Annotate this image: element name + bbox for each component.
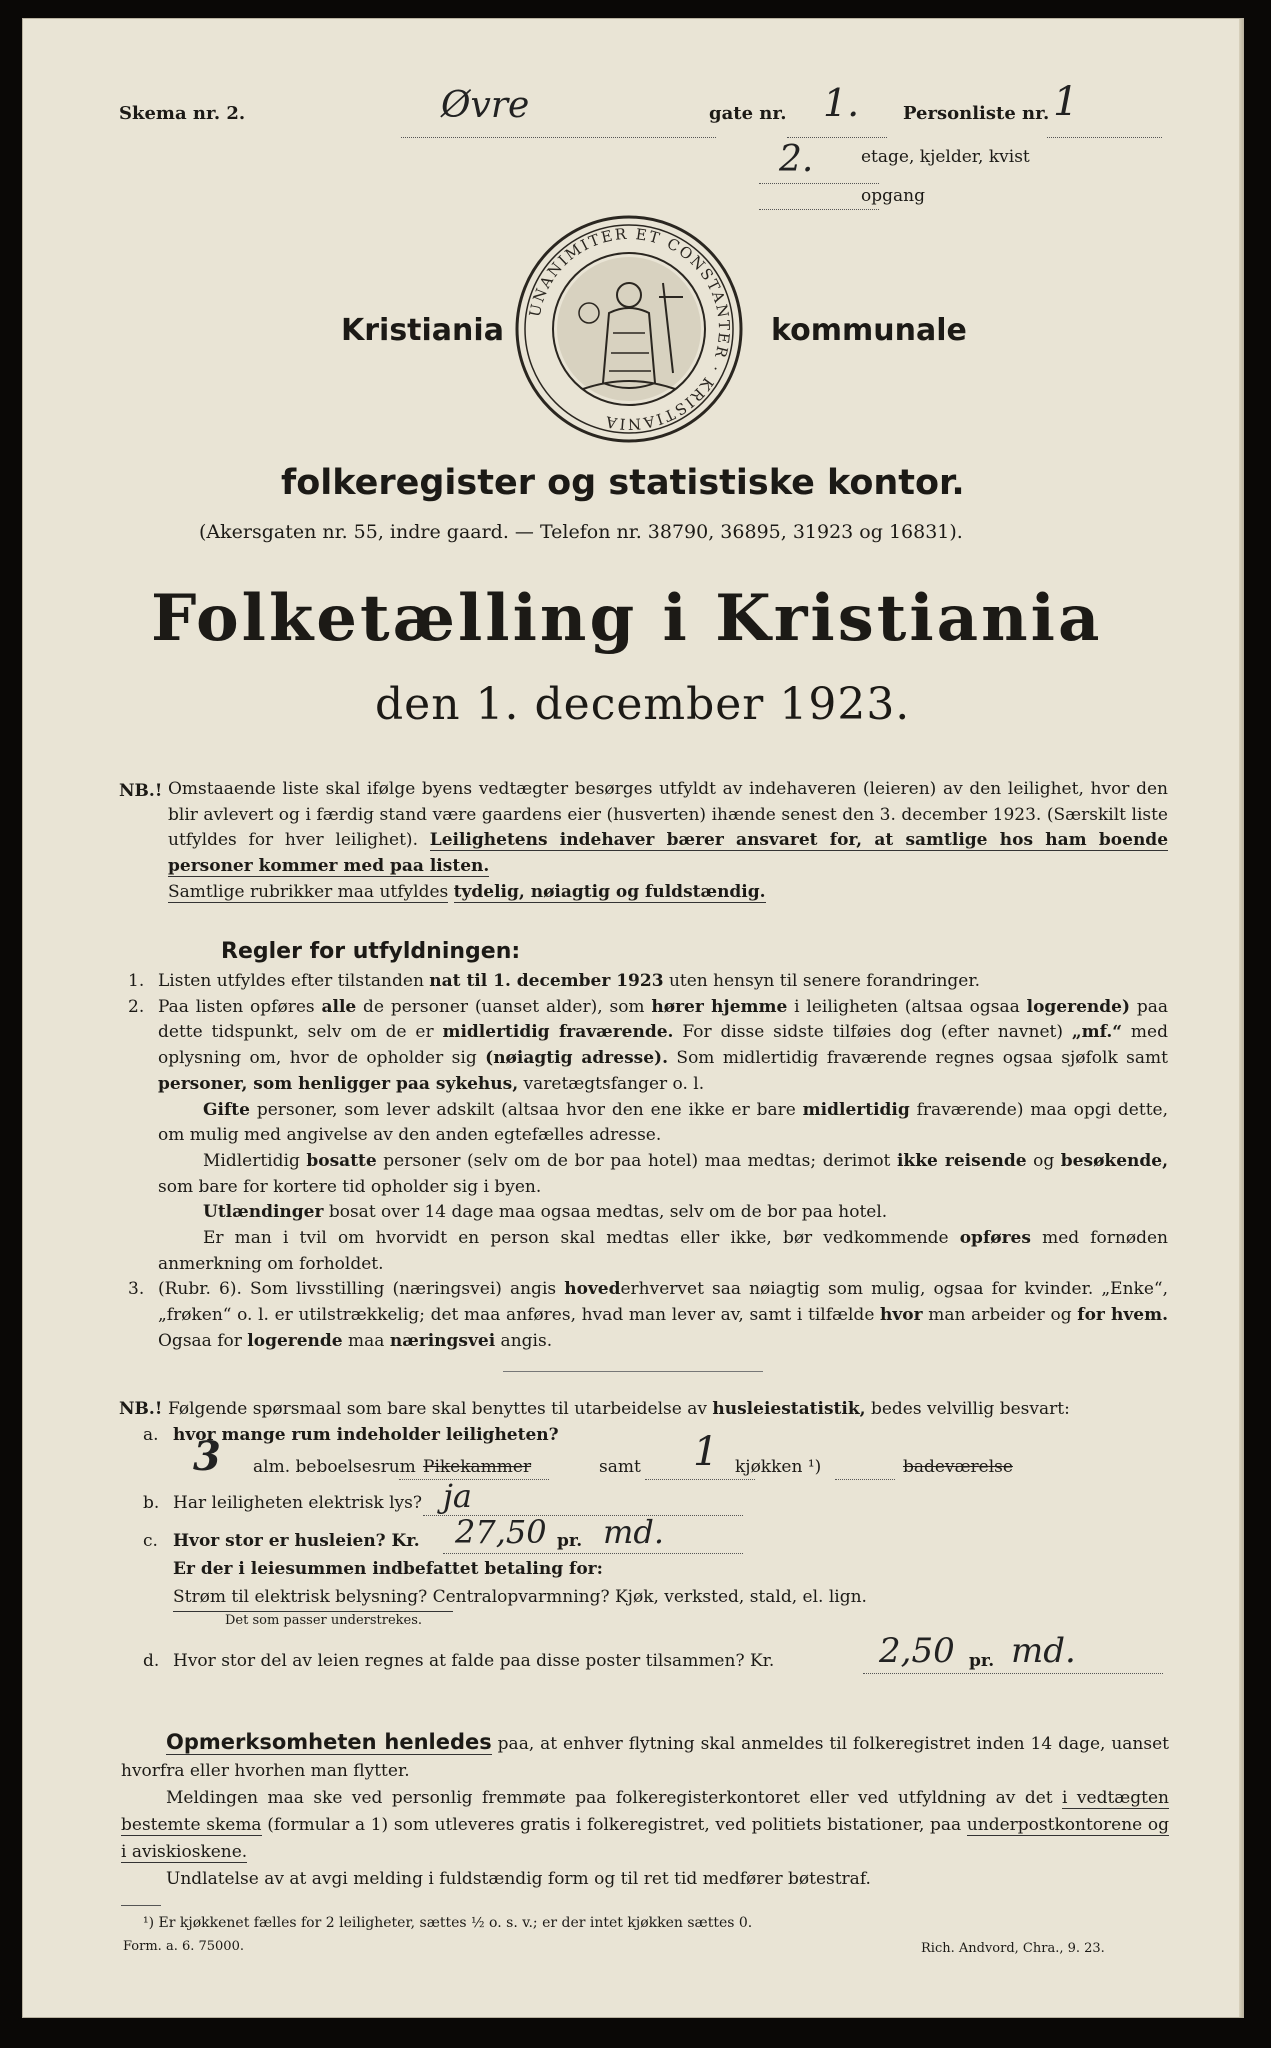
question-c: Hvor stor er husleien? Kr. (173, 1531, 420, 1551)
street-name-handwritten: Øvre (441, 85, 530, 126)
form-number: Form. a. 6. 75000. (123, 1939, 244, 1954)
nb-responsibility-note: Leilighetens indehaver bærer ansvaret for, at samtlige hos ham boende personer kommer med paa listen. (168, 830, 1169, 877)
floor-handwritten: 2. (779, 139, 814, 180)
kommunale-label: kommunale (771, 313, 967, 348)
rule-2: Paa listen opføres alle de personer (uanset alder), som hører hjemme i leiligheten (altsaa ogsaa logerende) paa dette tidspunkt, selv om de er midlertidig fraværende. For disse sidste tilføies dog (efter navnet) „mf.“ med oplysning om, hvor de opholder sig (nøiagtig adresse). Som midlertidig fraværende regnes ogsaa sjøfolk samt personer, som henligger paa sykehus, varetægtsfanger o. l. (158, 996, 1169, 1094)
rules-heading: Regler for utfyldningen: (221, 939, 521, 964)
rule-2-married: Gifte personer, som lever adskilt (altsaa hvor den ene ikke er bare midlertidig fraværende) maa opgi dette, om mulig med angivelse av den anden egtefælles adresse. (158, 1099, 1168, 1146)
census-date: den 1. december 1923. (375, 679, 911, 730)
rule-1: Listen utfyldes efter tilstanden nat til 1. december 1923 uten hensyn til senere forandringer. (158, 971, 981, 991)
city-seal-icon (513, 213, 745, 445)
nb-label-2: NB.! (119, 1399, 163, 1419)
rule-2-doubt: Er man i tvil om hvorvidt en person skal medtas eller ikke, bør vedkommende opføres med fornøden anmerkning om forholdet. (158, 1228, 1168, 1274)
rule-2-residents: Midlertidig bosatte personer (selv om de bor paa hotel) maa medtas; derimot ikke reisende og besøkende, som bare for kortere tid opholder sig i byen. (158, 1150, 1168, 1197)
personliste-number-handwritten: 1 (1053, 79, 1079, 125)
question-d: Hvor stor del av leien regnes at falde paa disse poster tilsammen? Kr. (173, 1651, 775, 1671)
strom-underline (173, 1611, 453, 1612)
nb-paragraph-1: Omstaaende liste skal ifølge byens vedtægter besørges utfyldt av indehaveren (leieren) av den leilighet, hvor den blir avlevert og i færdig stand være gaardens eier (husverten) ihænde senest den 3. december 1923. (Særskilt liste utfyldes for hver leilighet). Leilighetens indehaver bærer ansvaret for, at samtlige hos ham boende personer kommer med paa listen. Samtlige rubrikker maa utfyldes tydelig, nøiagtig og fuldstændig. (168, 779, 1169, 902)
opgang-label: opgang (861, 186, 925, 206)
bath-struck: badeværelse (903, 1457, 1013, 1477)
question-b: Har leiligheten elektrisk lys? (173, 1493, 422, 1513)
nb-paragraph-2: Følgende spørsmaal som bare skal benyttes til utarbeidelse av husleiestatistik, bedes velvillig besvart: (168, 1399, 1070, 1419)
gate-number-handwritten: 1. (823, 81, 860, 125)
rent-unit-handwritten: md. (603, 1513, 664, 1551)
electric-handwritten: ja (443, 1477, 472, 1515)
question-c-sub: Er der i leiesummen indbefattet betaling for: (173, 1559, 603, 1579)
share-handwritten: 2,50 (879, 1631, 955, 1671)
rule-2-foreigners: Utlændinger bosat over 14 dage maa ogsaa medtas, selv om de bor paa hotel. (203, 1202, 888, 1223)
personliste-label: Personliste nr. (903, 103, 1050, 124)
footnote: ¹) Er kjøkkenet fælles for 2 leiligheter, sættes ½ o. s. v.; er der intet kjøkken sættes 0. (143, 1915, 753, 1931)
kitchen-handwritten: 1 (693, 1429, 719, 1475)
nb-label-1: NB.! (119, 781, 163, 801)
svg-text:UNANIMITER ET CONSTANTER · KRI: UNANIMITER ET CONSTANTER · KRISTIANIA (525, 224, 734, 434)
kristiania-label: Kristiania (341, 313, 504, 348)
included-items: Strøm til elektrisk belysning? Centralopvarmning? Kjøk, verksted, stald, el. lign. (173, 1587, 867, 1607)
office-address: (Akersgaten nr. 55, indre gaard. — Telefon nr. 38790, 36895, 31923 og 16831). (199, 521, 963, 543)
share-unit-handwritten: md. (1011, 1631, 1076, 1671)
skema-label: Skema nr. 2. (119, 103, 246, 124)
office-name: folkeregister og statistiske kontor. (281, 463, 965, 503)
census-form-page: Skema nr. 2. Øvre gate nr. 1. Personliste nr. 1 2. etage, kjelder, kvist opgang Kristiania kommunale UNANIMITER ET CONSTANTER · KRISTIANIA folkeregister og statistiske kontor. (Akersgaten nr. 55, indre gaard. — Telefon nr. 38790, 36895, 31923 og 16831). Folketælling i Kristiania den 1. december 1923. NB.! Omstaaende liste skal ifølge byens vedtægter besørges utfyldt av indehaveren (leieren) av den leilighet, hvor den blir avlevert og i færdig stand være gaardens eier (husverten) ihænde senest den 3. december 1923. (Særskilt liste utfyldes for hver leilighet). Leilighetens indehaver bærer ansvaret for, at samtlige hos ham boende personer kommer med paa listen. Samtlige rubrikker maa utfyldes tydelig, nøiagtig og fuldstændig. Regler for utfyldningen: 1. Listen utfyldes efter tilstanden nat til 1. december 1923 uten hensyn til senere forandringer. 2. Paa listen opføres alle de personer (uanset alder), som hører hjemme i leiligheten (altsaa ogsaa logerende) paa dette tidspunkt, selv om de er midlertidig fraværende. For disse sidste tilføies dog (efter navnet) „mf.“ med oplysning om, hvor de opholder sig (nøiagtig adresse). Som midlertidig fraværende regnes ogsaa sjøfolk samt personer, som henligger paa sykehus, varetægtsfanger o. l. Gifte personer, som lever adskilt (altsaa hvor den ene ikke er bare midlertidig fraværende) maa opgi dette, om mulig med angivelse av den anden egtefælles adresse. Midlertidig bosatte personer (selv om de bor paa hotel) maa medtas; derimot ikke reisende og besøkende, som bare for kortere tid opholder sig i byen. Utlændinger bosat over 14 dage maa ogsaa medtas, selv om de bor paa hotel. Er man i tvil om hvorvidt en person skal medtas eller ikke, bør vedkommende opføres med fornøden anmerkning om forholdet. 3. (Rubr. 6). Som livsstilling (næringsvei) angis hovederhvervet saa nøiagtig som mulig, ogsaa for kvinder. „Enke“, „frøken“ o. l. er utilstrækkelig; det maa anføres, hvad man lever av, samt i tilfælde hvor man arbeider og for hvem. Ogsaa for logerende maa næringsvei angis. NB.! Følgende spørsmaal som bare skal benyttes til utarbeidelse av husleiestatistik, bedes velvillig besvart: a. hvor mange rum indeholder leiligheten? 3 alm. beboelsesrum Pikekammer samt 1 kjøkken ¹) badeværelse b. Har leiligheten elektrisk lys? ja c. Hvor stor er husleien? Kr. 27,50 pr. md. Er der i leiesummen indbefattet betaling for: Strøm til elektrisk belysning? Centralopvarmning? Kjøk, verksted, stald, el. lign. Det som passer understrekes. d. Hvor stor del av leien regnes at falde paa disse poster tilsammen? Kr. 2,50 pr. md. Opmerksomheten henledes paa, at enhver flytning skal anmeldes til folkeregistret inden 14 dage, uanset hvorfra eller hvorhen man flytter. Meldingen maa ske ved personlig fremmøte paa folkeregisterkontoret eller ved utfyldning av det i vedtægten bestemte skema (formular a 1) som utleveres gratis i folkeregistret, ved politiets bistationer, paa underpostkontorene og i aviskioskene. Undlatelse av at avgi melding i fuldstændig form og til ret tid medfører bøtestraf. ¹) Er kjøkkenet fælles for 2 leiligheter, sættes ½ o. s. v.; er der intet kjøkken sættes 0. Form. a. 6. 75000. Rich. Andvord, Chra., 9. 23. (22, 18, 1244, 2018)
pikekammer-struck: Pikekammer (423, 1457, 532, 1477)
rooms-handwritten: 3 (193, 1433, 221, 1480)
notice-heading: Opmerksomheten henledes (166, 1730, 492, 1754)
floor-label: etage, kjelder, kvist (861, 147, 1030, 167)
rules-list: 1. Listen utfyldes efter tilstanden nat til 1. december 1923 uten hensyn til senere forandringer. 2. Paa listen opføres alle de personer (uanset alder), som hører hjemme i leiligheten (altsaa ogsaa logerende) paa dette tidspunkt, selv om de er midlertidig fraværende. For disse sidste tilføies dog (efter navnet) „mf.“ med oplysning om, hvor de opholder sig (nøiagtig adresse). Som midlertidig fraværende regnes ogsaa sjøfolk samt personer, som henligger paa sykehus, varetægtsfanger o. l. Gifte personer, som lever adskilt (altsaa hvor den ene ikke er bare midlertidig fraværende) maa opgi dette, om mulig med angivelse av den anden egtefælles adresse. Midlertidig bosatte personer (selv om de bor paa hotel) maa medtas; derimot ikke reisende og besøkende, som bare for kortere tid opholder sig i byen. Utlændinger bosat over 14 dage maa ogsaa medtas, selv om de bor paa hotel. Er man i tvil om hvorvidt en person skal medtas eller ikke, bør vedkommende opføres med fornøden anmerkning om forholdet. 3. (Rubr. 6). Som livsstilling (næringsvei) angis hovederhvervet saa nøiagtig som mulig, ogsaa for kvinder. „Enke“, „frøken“ o. l. er utilstrækkelig; det maa anføres, hvad man lever av, samt i tilfælde hvor man arbeider og for hvem. Ogsaa for logerende maa næringsvei angis. (128, 971, 1169, 1351)
printer: Rich. Andvord, Chra., 9. 23. (921, 1941, 1105, 1956)
rule-3: (Rubr. 6). Som livsstilling (næringsvei) angis hovederhvervet saa nøiagtig som mulig, ogsaa for kvinder. „Enke“, „frøken“ o. l. er utilstrækkelig; det maa anføres, hvad man lever av, samt i tilfælde hvor man arbeider og for hvem. Ogsaa for logerende maa næringsvei angis. (158, 1279, 1168, 1351)
rent-handwritten: 27,50 (455, 1513, 547, 1551)
gate-label: gate nr. (709, 103, 787, 124)
census-title: Folketælling i Kristiania (151, 581, 1103, 656)
question-a: hvor mange rum indeholder leiligheten? (173, 1425, 559, 1445)
notice-paragraph: Opmerksomheten henledes paa, at enhver flytning skal anmeldes til folkeregistret inden 14 dage, uanset hvorfra eller hvorhen man flytter. Meldingen maa ske ved personlig fremmøte paa folkeregisterkontoret eller ved utfyldning av det i vedtægten bestemte skema (formular a 1) som utleveres gratis i folkeregistret, ved politiets bistationer, paa underpostkontorene og i aviskioskene. Undlatelse av at avgi melding i fuldstændig form og til ret tid medfører bøtestraf. (121, 1730, 1169, 1889)
